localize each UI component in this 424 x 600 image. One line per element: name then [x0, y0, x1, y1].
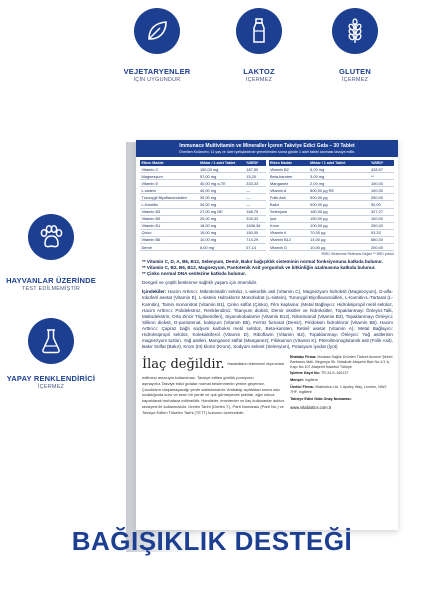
substance-cell: Vitamin E: [140, 180, 198, 187]
amount-cell: 30,00 mg: [198, 201, 244, 208]
feature-gluten-label: GLUTEN İÇERMEZ: [338, 67, 372, 83]
brd-cell: 93,33: [370, 229, 394, 236]
brd-cell: 100,00: [370, 215, 394, 222]
not-medicine-side: Hastalıkların önlenmesi veya tedavi: [227, 361, 285, 366]
amount-cell: 500,00 µg: [309, 201, 370, 208]
amount-cell: 30,00 mg: [198, 194, 244, 201]
brd-cell: 327,27: [370, 208, 394, 215]
ingredients-paragraph: [142, 289, 393, 350]
table-row: [269, 236, 395, 243]
brd-cell: 428,57: [370, 166, 394, 173]
amount-cell: 3,00 mg: [309, 173, 370, 180]
amount-cell: 27,00 mg NE: [198, 208, 244, 215]
amount-cell: 15,00 mg: [198, 229, 244, 236]
table-row: [140, 201, 266, 208]
substance-cell: Selenyum: [269, 208, 309, 215]
substance-cell: Bakır: [269, 201, 309, 208]
website-url: www.vitabiotics.com.tr: [290, 404, 332, 410]
table-row: [269, 166, 395, 173]
table-row: [269, 222, 395, 229]
table-row: [269, 208, 395, 215]
brd-cell: 150,00: [245, 229, 266, 236]
substance-cell: Çinko: [140, 229, 198, 236]
claims-text-3: ** Çinko normal DNA sentezine katkıda bulunur.: [142, 271, 246, 277]
brd-cell: 100,00: [370, 187, 394, 194]
table-row: [269, 215, 395, 222]
brd-cell: 560,00: [370, 236, 394, 243]
substance-cell: Vitamin B2: [269, 166, 309, 173]
substance-cell: Manganez: [269, 180, 309, 187]
amount-cell: 2,00 mg: [309, 180, 370, 187]
substance-cell: Vitamin A: [269, 187, 309, 194]
brd-cell: 15,20: [245, 173, 266, 180]
ingredients-label: İçindekiler:: [142, 289, 167, 295]
amount-cell: 150,00 µg: [309, 215, 370, 222]
brd-cell: 250,00: [370, 194, 394, 201]
table-row: [140, 208, 266, 215]
box-bottom-right: [290, 355, 393, 416]
brd-cell: 250,00: [370, 222, 394, 229]
brd-cell: 714,29: [245, 236, 266, 243]
substance-cell: Turunçgil Biyoflavonoidleri: [140, 194, 198, 201]
origin-info: Menşei: İngiltere: [290, 378, 318, 383]
brd-cell: 50,00: [370, 201, 394, 208]
table-row: [140, 229, 266, 236]
brd-cell: 187,50: [245, 166, 266, 173]
box-usage: Önerilen Kullanımı: 11 yaş ve üzeri yetişkinlerde yemeklerden sonra günde 1 adet tablet alınması tavsiye edilir.: [179, 150, 355, 154]
table-row: [269, 229, 395, 236]
approval-info: Takviye Edici Gıda Onay Numarası:: [290, 396, 352, 401]
table-row: [269, 194, 395, 201]
table-row: [140, 215, 266, 222]
th-amount: Miktar / 1 adet Tablet: [198, 160, 244, 166]
substance-cell: Folik Asit: [269, 194, 309, 201]
substance-cell: İyot: [269, 215, 309, 222]
substance-cell: Vitamin B6: [140, 236, 198, 243]
box-header: [136, 140, 398, 157]
wheat-icon-badge: [332, 8, 378, 54]
amount-cell: 800,00 µg RE: [309, 187, 370, 194]
flask-icon: [38, 327, 64, 355]
amount-cell: 6,00 mg: [309, 166, 370, 173]
amount-cell: 8,00 mg: [198, 244, 244, 251]
substance-cell: Demir: [140, 244, 198, 251]
table-row: [140, 236, 266, 243]
brd-cell: 100,00: [370, 180, 394, 187]
table-row: [140, 180, 266, 187]
feature-lactose-label: LAKTOZ İÇERMEZ: [243, 67, 275, 83]
substance-cell: Vitamin C: [140, 166, 198, 173]
amount-cell: 70,00 µg: [309, 229, 370, 236]
substance-cell: Krom: [269, 222, 309, 229]
table-row: [140, 244, 266, 251]
amount-cell: 18,00 mg: [198, 222, 244, 229]
substance-cell: Magnezyum: [140, 173, 198, 180]
feature-vegetarian-label: VEJETARYENLER İÇİN UYGUNDUR: [123, 67, 191, 83]
brd-cell: 57,14: [245, 244, 266, 251]
product-box-back: [136, 140, 398, 530]
substance-cell: Vitamin D: [269, 244, 309, 251]
brd-cell: —: [245, 187, 266, 194]
table-row: [140, 187, 266, 194]
amount-cell: 40,00 mg: [198, 187, 244, 194]
substance-cell: Vitamin B3: [140, 208, 198, 215]
importer-info: İthalatçı Firma: Modasa Sağlık Ürünleri Ticaret Anonim Şirketi Barbaros Mah. Begonya Sk. Nidakule Ataşehir Batı No:1/1 İç Kapı No:107 Ataşehir İstanbul Türkiye: [290, 355, 393, 369]
substance-cell: Vitamin B1: [140, 222, 198, 229]
amount-cell: 14,00 µg: [309, 236, 370, 243]
amount-cell: 20,00 mg: [198, 215, 244, 222]
substance-cell: Vitamin B5: [140, 215, 198, 222]
flask-icon-badge: [28, 318, 74, 364]
brd-footnote: *BRD: Beslenme Referans Değeri ** BRD yoktur: [321, 252, 394, 257]
milk-bottle-icon-badge: [236, 8, 282, 54]
table-row: [140, 194, 266, 201]
table-row: [269, 244, 395, 251]
table-row: [140, 166, 266, 173]
milk-bottle-icon: [246, 17, 272, 45]
brd-cell: —: [245, 194, 266, 201]
ilac-row: [142, 355, 284, 373]
table-row: [140, 173, 266, 180]
manufacturer-info: Üretici Firma: Vitabiotics Ltd. 1 Apsley Way, London, NW2 7HF, İngiltere: [290, 385, 387, 394]
brd-cell: 333,33: [245, 180, 266, 187]
diet-text: Dengeli ve çeşitli beslenme sağlıklı yaşam için önemlidir.: [142, 280, 258, 286]
feature-artificial-colour-label: YAPAY RENKLENDİRİCİ İÇERMEZ: [6, 374, 96, 390]
table-row: [269, 173, 395, 180]
th-brd: %BRD*: [245, 160, 266, 166]
th-brd: %BRD*: [370, 160, 394, 166]
table-row: [269, 187, 395, 194]
nutrition-tables: [136, 157, 398, 251]
ingredients-text: Hacim Arttırıcı: Mikrokristalin selüloz, L-askorbik asit (Vitamin C), Magnezyum hidroksit (Magnezyum), D-alfa-tokoferil asetat (Vitamin E), L-sistein Hidroklorür Monohidrat (L-sistein), Turunçgil Biyoflavonoidleri, L-Karnitin-L-Tartarat (L-Karnitin), Tamin mononitrat (Vitamin B1), Çinko sülfat (Çinko), Film kaplama: (Metal Bağlayıcı: Hidroksipropil metil selüloz, Hacim Arttırıcı: Polidekstroz, Renklendirici: Titanyum dioksit, Demir oksitler ve hidroksitler, Topaklanmayı Önleyici:Talk, Maltodekstrin, Orta Zincir Trigliseridleri), Siyanokobalamin (Vitamin B12), Nikotinamid (Vitamin B3), Topaklanmayı Önleyici: Silikon dioksit, D-pantotenat, kalsiyum (Vitamin B5), Ferröz fumarat (Demir), Piridoksin hidroklorür (Vitamin B6), Hacim Arttırıcı: Çapraz bağlı sodyum karboksi metil selüloz, Beta-karoten, Retinil asetat (Vitamin A), Metal Bağlayıcı: Hidroksipropil selüloz, Kolekalsiferol (Vitamin D), Riboflavin (Vitamin B2), Topaklanmayı Önleyici: Yağ asitlerinin magnezyum tuzları, Yağ asitleri, Manganez sülfat (Manganez), Filokuinon (Vitamin K), Pteroilmonoglutamik asit (Folik Asit), Bakır Sülfat (Bakır), Krom (III) klorür (Krom), Sodyum selenit (Selenyum), Potasyum iyodat (İyot): [142, 289, 394, 349]
table-row: [269, 180, 395, 187]
claims-text-2: ** Vitamin C, B2, B6, B12, Magnezyum, Pantotenik Asit yorgunluk ve bitkinliğin azalmasına katkıda bulunur.: [142, 265, 376, 271]
substance-cell: L-Karnitin: [140, 201, 198, 208]
th-amount: Miktar / 1 adet Tablet: [309, 160, 370, 166]
box-body-text: [136, 257, 398, 350]
amount-cell: 100,00 µg: [309, 222, 370, 229]
brd-cell: 1636,36: [245, 222, 266, 229]
nutrition-table-right: [269, 160, 395, 251]
brd-cell: 200,00: [370, 244, 394, 251]
substance-cell: L-sistein: [140, 187, 198, 194]
leaf-icon-badge: [134, 8, 180, 54]
nutrition-table-left: [140, 160, 266, 251]
amount-cell: 150,00 mg: [198, 166, 244, 173]
amount-cell: 57,00 mg: [198, 173, 244, 180]
feature-animal-testing-label: HAYVANLAR ÜZERİNDE TEST EDİLMEMİŞTİR: [6, 276, 96, 292]
substance-cell: Vitamin B12: [269, 236, 309, 243]
amount-cell: 180,00 µg: [309, 208, 370, 215]
box-bottom-area: [136, 353, 398, 416]
paw-icon: [37, 224, 65, 250]
table-row: [269, 201, 395, 208]
brd-cell: 333,33: [245, 215, 266, 222]
th-substance: Etken Madde: [140, 160, 198, 166]
th-substance: Etken Madde: [269, 160, 309, 166]
substance-cell: Vitamin K: [269, 229, 309, 236]
brd-cell: 168,75: [245, 208, 266, 215]
claims-text-1: ** Vitamin C, D, A, B6, B12, Selenyum, Demir, Bakır bağışıklık sisteminin normal fonksiyonuna katkıda bulunur.: [142, 259, 383, 265]
box-title: Immunace Multivitamin ve Mineraller İçeren Takviye Edici Gıda – 30 Tablet: [179, 143, 355, 149]
leaf-icon: [144, 18, 170, 44]
amount-cell: 10,00 µg: [309, 244, 370, 251]
amount-cell: 500,00 µg: [309, 194, 370, 201]
amount-cell: 40,00 mg α-TE: [198, 180, 244, 187]
substance-cell: Beta-karoten: [269, 173, 309, 180]
brd-cell: —: [245, 201, 266, 208]
box-bottom-left: [142, 355, 284, 416]
not-medicine-text: İlaç değildir.: [142, 357, 225, 372]
brd-cell: **: [370, 173, 394, 180]
registration-info: İşletme Kayıt No: TR-34-K-160137: [290, 371, 349, 376]
page-title: BAĞIŞIKLIK DESTEĞİ: [71, 526, 353, 556]
wheat-icon: [342, 17, 368, 45]
paw-icon-badge: [28, 214, 74, 260]
storage-text: edilmesi amacıyla kullanılmaz. Tavsiye edilen günlük porsiyonu aşmayınız.Takviye edici gıdalar normal beslenmenin yerine geçemez. Çocukların ulaşamayacağı yerde saklanmalıdır. Ambalajı açıldıktan sonra oda sıcaklığında kuru ve serin bir yerde ve ışık görmeyecek şekilde, ağzı sıkıca kapatılarak muhafaza edilmelidir. Hamileler, emzirenler ve ilaç kullananlar doktor tavsiyesi ile kullanmalıdır. Üretim Tarihi (Üretim T.), Parti Numarası (Parti No.) ve Tavsiye Edilen Tüketim Tarihi (TETT) kutunun üzerindedir.: [142, 375, 285, 415]
amount-cell: 10,00 mg: [198, 236, 244, 243]
table-row: [140, 222, 266, 229]
